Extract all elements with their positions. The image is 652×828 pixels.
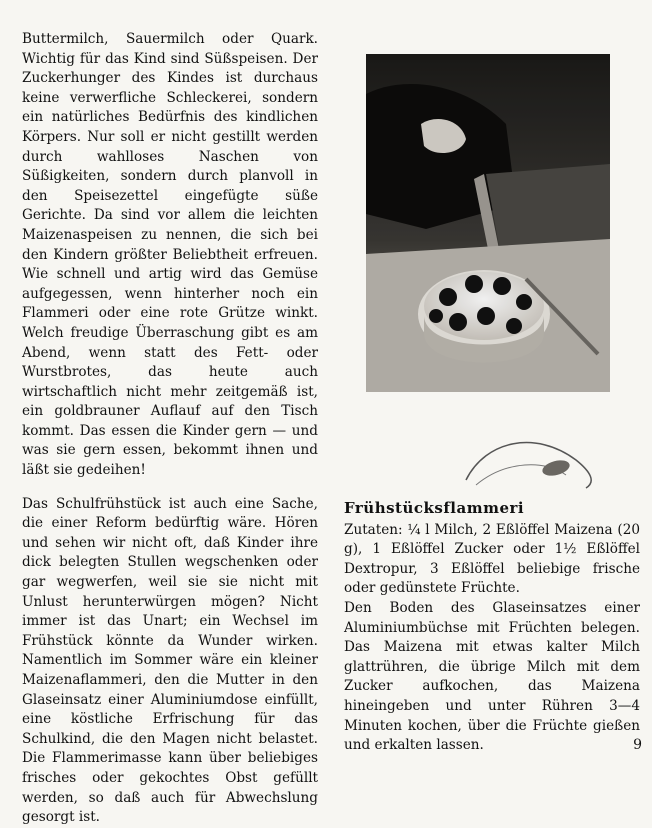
- recipe-title: Frühstücksflammeri: [344, 499, 525, 517]
- photo-illustration: [366, 54, 610, 392]
- recipe-ingredients: Zutaten: ¼ l Milch, 2 Eßlöffel Maizena (20 g), 1 Eßlöffel Zucker oder 1½ Eßlöffel Dextropur, 3 Eßlöffel beliebige frische oder gedünstete Früchte.: [344, 521, 640, 597]
- left-column: [22, 30, 318, 828]
- photo-flammeri-tin: [366, 54, 610, 392]
- page-number: 9: [633, 737, 642, 753]
- paragraph-sweets: Buttermilch, Sauermilch oder Quark. Wichtig für das Kind sind Süßspeisen. Der Zuckerhunger des Kindes ist durchaus keine verwerfliche Schleckerei, sondern ein natürliches Bedürfnis des kindlichen Körpers. Nur soll er nicht gestillt werden durch wahlloses Naschen von Süßigkeiten, sondern durch planvoll in den Speisezettel eingefügte süße Gerichte. Da sind vor allem die leichten Maizenaspeisen zu nennen, die sich bei den Kindern größter Beliebtheit erfreuen. Wie schnell und artig wird das Gemüse aufgegessen, wenn hinterher noch ein Flammeri oder eine rote Grütze winkt. Welch freudige Überraschung gibt es am Abend, wenn statt des Fett- oder Wurstbrotes, das heute auch wirtschaftlich nicht mehr zeitgemäß ist, ein goldbrauner Auflauf auf den Tisch kommt. Das essen die Kinder gern — und was sie gern essen, bekommt ihnen und läßt sie gedeihen!: [22, 31, 318, 479]
- recipe-instructions: Den Boden des Glaseinsatzes einer Aluminiumbüchse mit Früchten belegen. Das Maizena mit etwas kalter Milch glattrühren, die übrige Milch mit dem Zucker aufkochen, das Maizena hineingeben und unter Rühren 3—4 Minuten kochen, über die Früchte gießen und erkalten lassen.: [344, 599, 640, 754]
- recipe-column: [344, 499, 640, 756]
- paragraph-school-breakfast: Das Schulfrühstück ist auch eine Sache, die einer Reform bedürftig wäre. Hören und sehen wir nicht oft, daß Kinder ihre dick belegten Stullen wegschenken oder gar wegwerfen, weil sie sie nicht mit Unlust herunterwürgen mögen? Nicht immer ist das Unart; ein Wechsel im Frühstück könnte da Wunder wirken. Namentlich im Sommer wäre ein kleiner Maizenaflammeri, den die Mutter in den Glaseinsatz einer Aluminiumdose einfüllt, eine köstliche Erfrischung für das Schulkind, die den Magen nicht belastet. Die Flammerimasse kann über beliebiges frisches oder gekochtes Obst gefüllt werden, so daß auch für Abwechslung gesorgt ist.: [22, 495, 318, 826]
- string-ribbon-illustration: [446, 420, 606, 500]
